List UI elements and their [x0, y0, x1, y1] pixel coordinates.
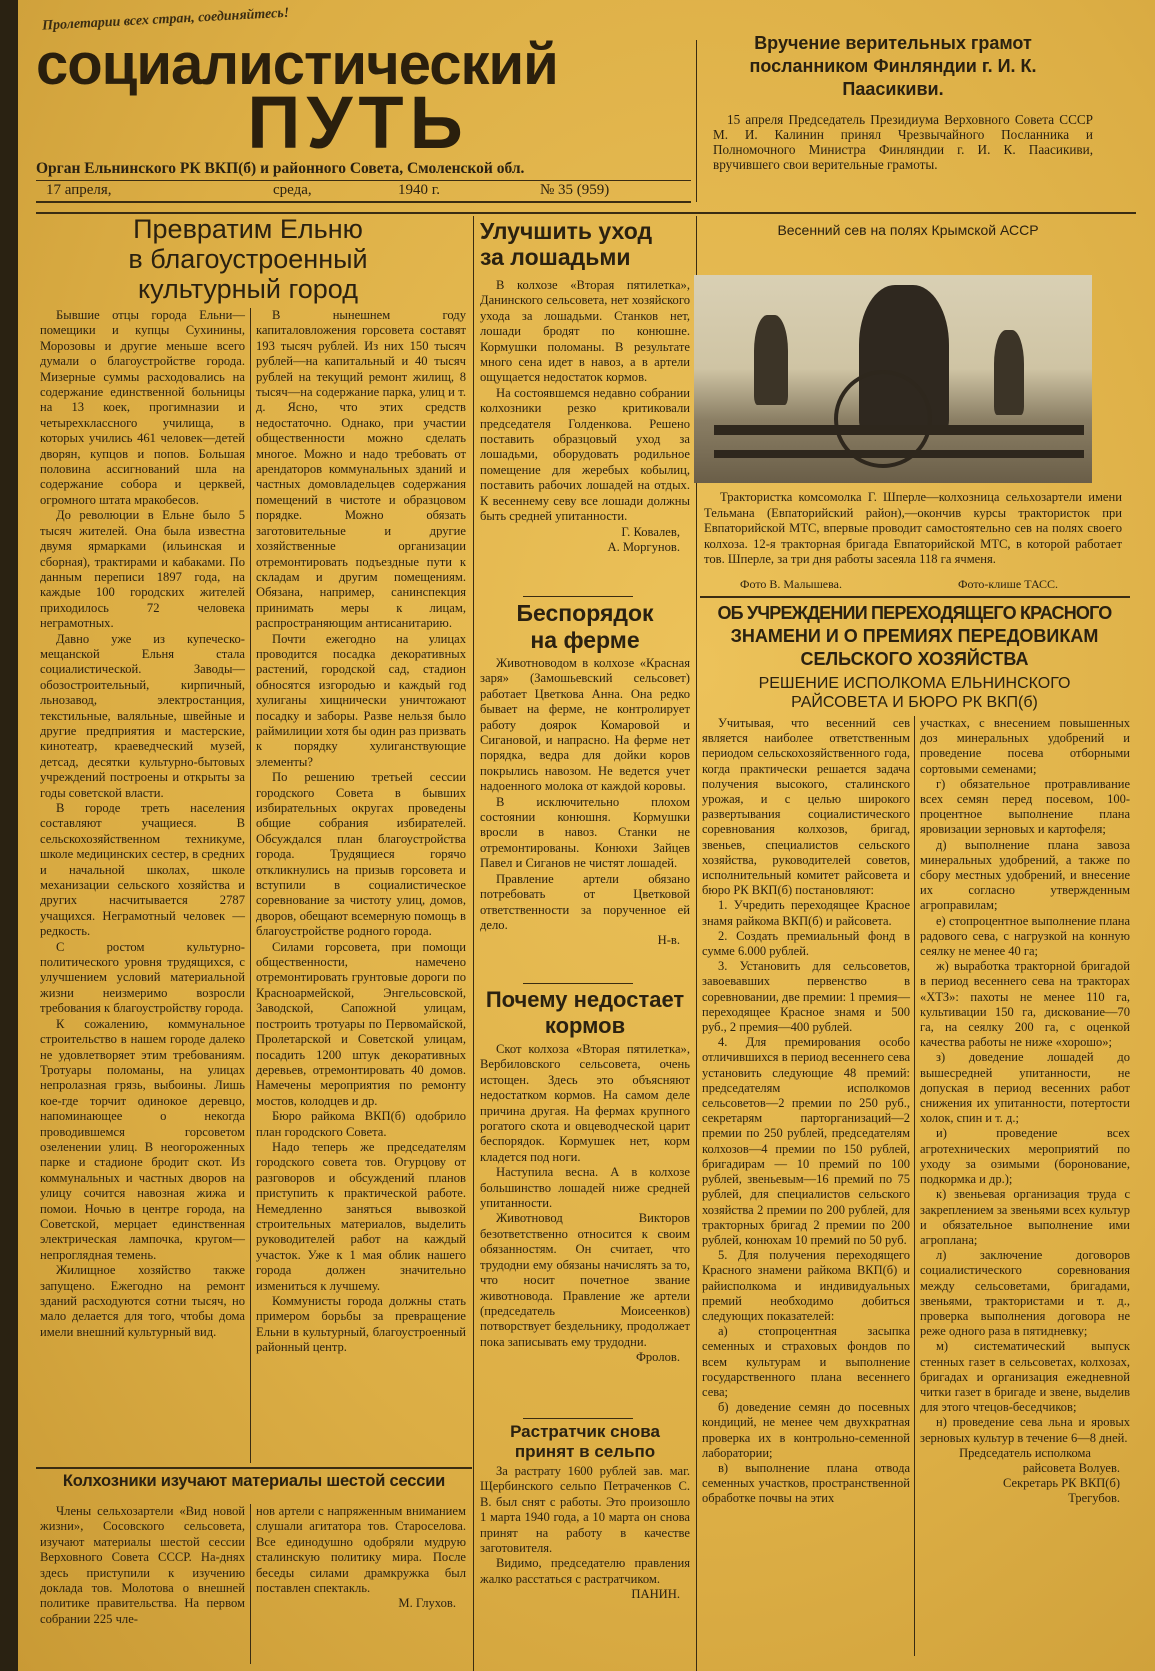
- title-line: Беспорядок: [516, 600, 654, 626]
- signature: Г. Ковалев,: [621, 524, 680, 539]
- subtitle-line: РЕШЕНИЕ ИСПОЛКОМА ЕЛЬНИНСКОГО: [758, 675, 1071, 692]
- city-article-col1: [40, 308, 245, 1340]
- title-line: ЗНАМЕНИ И О ПРЕМИЯХ ПЕРЕДОВИКАМ: [730, 626, 1099, 646]
- title-line: Растратчик снова: [510, 1422, 660, 1441]
- signature: Трегубов.: [1068, 1491, 1120, 1506]
- issue-number: № 35 (959): [540, 182, 610, 198]
- paragraph: С ростом культурно-политического уровня трудящихся, с улучшением условий материальной жизни неизмеримо возросли требования к благоустройству города.: [40, 939, 245, 1016]
- paragraph: в) выполнение плана отвода семенных участков, пространственной обработке почвы на этих: [702, 1460, 910, 1506]
- decree-title: [702, 602, 1127, 671]
- paragraph: Скот колхоза «Вторая пятилетка», Вербиловского сельсовета, очень истощен. Здесь это объясняют недостатком кормов. На самом деле причина другая. На фермах крупного рогатого скота и овцеводческой царит беспорядок. Кормушек нет, корм кладется под ноги.: [480, 1042, 690, 1164]
- paragraph: 5. Для получения переходящего Красного знамени райкома ВКП(б) и райисполкома и индивидуальных премий необходимо добиться следующих показателей:: [702, 1248, 910, 1323]
- paragraph: Наступила весна. А в колхозе большинство лошадей ниже средней упитанности.: [480, 1165, 690, 1211]
- paragraph: 2. Создать премиальный фонд в сумме 6.000 рублей.: [702, 928, 910, 959]
- subtitle-line: РАЙСОВЕТА И БЮРО РК ВКП(б): [791, 694, 1038, 711]
- paragraph: участках, с внесением повышенных доз минеральных удобрений и проведение посева отборными сортовыми семенами;: [920, 716, 1130, 776]
- paragraph: Бывшие отцы города Ельни—помещики и купцы Сухинины, Морозовы и другие меньше всего думали о благоустройстве города. Мизерные суммы расходовались на содержание единственной больницы на 13 коек, прогимназии и четырехклассного училища, в которых учились 461 человек—детей дворян, купцов и попов. Большая половина ассигнований шла на содержание собора и церквей, огромного штата мракобесов.: [40, 308, 245, 507]
- paragraph: и) проведение всех агротехнических мероприятий по уходу за озимыми (боронование, подкормка и др.);: [920, 1126, 1130, 1187]
- paragraph: г) обязательное протравливание всех семян перед посевом, 100-процентное выполнение плана яровизации зерновых и картофеля;: [920, 776, 1130, 837]
- decree-subtitle: [702, 674, 1127, 712]
- horses-article-title: [480, 218, 690, 270]
- embezzler-article-title: [480, 1422, 690, 1462]
- horses-article-body: [480, 278, 690, 555]
- session-article-col1: Члены сельхозартели «Вид новой жизни», Сосовского сельсовета, изучают материалы шестой сессии Верховного Совета СССР. На-днях здесь приступили к изучению доклада тов. Молотова о внешней политике правительства. На первом собрании 225 чле-: [40, 1504, 245, 1626]
- signature: райсовета Волуев.: [1022, 1460, 1120, 1475]
- title-line: на ферме: [530, 627, 640, 653]
- city-article-title: [63, 214, 433, 304]
- paragraph: е) стопроцентное выполнение плана радового сева, с нагрузкой на конную сеялку не менее 40 га;: [920, 913, 1130, 959]
- paragraph: По решению третьей сессии городского Совета в бывших избирательных округах проведены общие собрания избирателей. Обсуждался план благоустройства города. Трудящиеся горячо откликнулись на призыв горсовета и вступили в социалистическое соревнование за чистоту улиц, домов, дворов, обещают всемерную помощь в благоустройстве родного города.: [256, 770, 466, 939]
- paragraph: з) доведение лошадей до вышесредней упитанности, не допуская в период весенних работ снижения их упитанности, потертости холок, спин и т. д.;: [920, 1050, 1130, 1126]
- paragraph: к) звеньевая организация труда с закреплением за звеньями всех культур и обязательное выполнение ими агроплана;: [920, 1187, 1130, 1247]
- paragraph: Видимо, председателю правления жалко расстаться с растратчиком.: [480, 1556, 690, 1586]
- paragraph: нов артели с напряженным вниманием слушали агитатора тов. Староселова. Все единодушно одобряли мудрую сталинскую политику мира. После беседы силами драмкружка был поставлен спектакль.: [256, 1504, 466, 1596]
- fodder-article-title: [480, 987, 690, 1039]
- title-line: Превратим Ельню: [133, 214, 363, 244]
- paragraph: 1. Учредить переходящее Красное знамя райкома ВКП(б) и райсовета.: [702, 898, 910, 928]
- worker-figure: [754, 315, 788, 405]
- masthead-title-line2: ПУТЬ: [247, 81, 469, 164]
- signature: М. Глухов.: [398, 1596, 456, 1611]
- paragraph: Учитывая, что весенний сев является наиболее ответственным периодом сельскохозяйственного года, когда практически решается задача получения высокого, сталинского урожая, и с целью широкого развертывания социалистического соревнования колхозов, бригад, звеньев, специалистов сельского хозяйства, руководителей советов, исполнительный комитет райсовета и бюро РК ВКП(б) постановляют:: [702, 716, 910, 898]
- farm-article-title: [480, 600, 690, 654]
- paragraph: В колхозе «Вторая пятилетка», Данинского сельсовета, нет хозяйского ухода за лошадьми. Станков нет, лошади бродят по конюшне. Кормушки поломаны. В результате много сена идет в навоз, а в артели ощущается недостаток кормов.: [480, 278, 690, 385]
- paragraph: н) проведение сева льна и яровых зерновых культур в течение 6—8 дней.: [920, 1415, 1130, 1445]
- title-line: кормов: [544, 1013, 626, 1038]
- session-article-title: Колхозники изучают материалы шестой сессии: [62, 1472, 446, 1490]
- fodder-article-body: [480, 1042, 690, 1366]
- paragraph: д) выполнение плана завоза минеральных удобрений, а также по сбору местных удобрений, и внесение их согласно утвержденным агроправилам;: [920, 837, 1130, 913]
- photo-caption: Трактористка комсомолка Г. Шперле—колхозница сельхозартели имени Тельмана (Евпаторийский район),—окончив курсы трактористок при Евпаторийской МТС, впервые проводит самостоятельно сев на полях своего колхоза. 12-я тракторная бригада Евпаторийской МТС, в которой работает тов. Шперле, за три дня работы засеяла 118 га ячменя.: [704, 490, 1122, 566]
- paragraph: Коммунисты города должны стать примером борьбы за превращение Ельни в культурный, благоустроенный районный центр.: [256, 1294, 466, 1355]
- paragraph: Правление артели обязано потребовать от Цветковой ответственности за порученное ей дело.: [480, 871, 690, 932]
- paragraph: а) стопроцентная засыпка семенных и страховых фондов по всем культурам и выполнение государственного плана весеннего сева;: [702, 1324, 910, 1399]
- paragraph: Животновод Викторов безответственно относится к своим обязанностям. Он считает, что трудодни ему обязаны начислять за то, что носит почетное звание животновода. Правление же артели (председатель Моисеенков) потворствует бездельнику, продолжает пока записывать ему трудодни.: [480, 1211, 690, 1349]
- title-line: культурный город: [138, 274, 358, 304]
- paragraph: В городе треть населения составляют учащиеся. В сельскохозяйственном техникуме, школе медицинских сестер, в средних и начальной школах, школе механизации сельского хозяйства и других насчитывается 2787 учащихся. Неграмотный человек — редкость.: [40, 801, 245, 939]
- signature: А. Моргунов.: [607, 539, 680, 554]
- seeder-bar: [714, 450, 1084, 458]
- title-line: Улучшить уход: [480, 218, 653, 244]
- worker-figure: [994, 330, 1024, 415]
- credentials-body: 15 апреля Председатель Президиума Верховного Совета СССР М. И. Калинин принял Чрезвычайного Посланника и Полномочного Министра Финляндии г. И. К. Паасикиви, вручившего свои верительные грамоты.: [713, 112, 1093, 172]
- farm-article-body: [480, 656, 690, 949]
- paragraph: Бюро райкома ВКП(б) одобрило план городского Совета.: [256, 1109, 466, 1139]
- seeder-bar: [714, 425, 1084, 435]
- credentials-title: Вручение верительных грамот посланником Финляндии г. И. К. Паасикиви.: [749, 33, 1037, 99]
- paragraph: Силами горсовета, при помощи общественности, намечено отремонтировать грунтовые дороги по Красноармейской, Энгельсовской, Заводской, Сапожной улицам, построить тротуары по Первомайской, Пролетарской и Советской улицам, посадить 1200 штук декоративных деревьев, отремонтировать 40 домов. Намечены мероприятия по ремонту мостов, колодцев и др.: [256, 939, 466, 1108]
- paragraph: б) доведение семян до посевных кондиций, не менее чем двухкратная проверка их в контрольно-семенной лаборатории;: [702, 1400, 910, 1460]
- paragraph: 4. Для премирования особо отличившихся в период весеннего сева установить следующие 48 премий: председателям исполкомов сельсоветов—2 премии по 250 руб., секретарям парторганизаций—2 премии по 250 рублей, председателям колхозов—4 премии по 150 рублей, бригадирам — 10 премий по 100 рублей, звеньевым—16 премий по 75 рублей, для специалистов сельского хозяйства 2 премии по 200 рублей, для тракторных бригад 2 премии по 200 рублей, конюхам 10 премий по 50 руб.: [702, 1035, 910, 1247]
- paragraph: Давно уже из купеческо-мещанской Ельня стала социалистической. Заводы—обозостроительный, кирпичный, льнозавод, электростанция, текстильные, валяльные, швейные и другие предприятия и мастерские, кинотеатр, краеведческий музей, детсад, десятки культурно-бытовых учреждений построены и открыты за годы советской власти.: [40, 631, 245, 800]
- paragraph: 3. Установить для сельсоветов, завоевавших первенство в соревновании, две премии: 1 премия—переходящее Красное знамя и 500 руб., 2 премия—400 рублей.: [702, 959, 910, 1035]
- paragraph: Жилищное хозяйство также запущено. Ежегодно на ремонт зданий расходуются сотни тысяч, но мало делается для того, чтобы дома имели внешний культурный вид.: [40, 1263, 245, 1339]
- decree-col2: [920, 716, 1130, 1507]
- paragraph: м) систематический выпуск стенных газет в сельсоветах, колхозах, бригадах и организация ежедневной читки газет в бригаде и звене, выделив для этого чтецов-беседчиков;: [920, 1339, 1130, 1415]
- signature: Председатель исполкома: [959, 1445, 1091, 1460]
- signature: ПАНИН.: [631, 1587, 680, 1602]
- session-article-col2: [256, 1504, 466, 1612]
- issue-year: 1940 г.: [398, 182, 440, 198]
- newspaper-page: [18, 0, 1155, 1671]
- paragraph: За растрату 1600 рублей зав. маг. Щербинского сельпо Петраченков С. В. был снят с работы. Это произошло 1 марта 1940 года, а 10 марта он снова принят на работу в качестве заготовителя.: [480, 1464, 690, 1556]
- paragraph: В нынешнем году капиталовложения горсовета составят 193 тысяч рублей. Из них 150 тысяч рублей—на капитальный и 40 тысяч рублей на текущий ремонт жилищ, 8 тысяч—на содержание парка, улиц и т. д. Ясно, что этих средств недостаточно. Однако, при участии общественности можно сделать многое. Можно и надо требовать от арендаторов коммунальных зданий и частных домовладельцев содержания помещений в чистоте и образцовом порядке. Можно обязать заготовительные и другие хозяйственные организации отремонтировать подъездные пути к складам и другим помещениям. Обязана, например, санинспекция принимать меры к лицам, распространяющим антисанитарию.: [256, 308, 466, 631]
- paragraph: Надо теперь же председателям городского совета тов. Огурцову от разговоров и обсуждений планов приступить к практической работе. Немедленно заняться вывозкой строительных материалов, выделить руководителей работ на каждый участок. Уже к 1 мая облик нашего города должен значительно измениться к лучшему.: [256, 1139, 466, 1293]
- paragraph: Почти ежегодно на улицах проводится посадка декоративных растений, городской сад, стадион обносятся изгородью и каждый год хулиганы хищнически уничтожают посадку и заборы. Разве нельзя было раймилиции хотя бы один раз призвать к порядку хулиганствующие элементы?: [256, 631, 466, 769]
- signature: Секретарь РК ВКП(б): [1003, 1476, 1120, 1491]
- paragraph: На состоявшемся недавно собрании колхозники резко критиковали председателя Голденкова. Решено поставить образцовый уход за лошадьми, оборудовать родильное помещение для жеребых кобылиц, поставить рабочих лошадей на отдых. К весеннему севу все лошади должны быть средней упитанности.: [480, 385, 690, 524]
- paragraph: К сожалению, коммунальное строительство в нашем городе далеко не удовлетворяет этим требованиям. Тротуары поломаны, на улицах непролазная грязь, выбоины. Лишь кое-где торчит одинокое деревцо, напоминающее о некогда проводившемся горсоветом озеленении улиц. В неогороженных парке и стадионе бродит скот. Из коммунальных и частных дворов на улицу сочится навозная жижа и помои. Ночью в центре города, на Советской, мерцает единственная электрическая лампочка, кругом—непроглядная темень.: [40, 1016, 245, 1262]
- masthead-organ: Орган Ельнинского РК ВКП(б) и районного Совета, Смоленской обл.: [36, 160, 525, 177]
- title-line: ОБ УЧРЕЖДЕНИИ ПЕРЕХОДЯЩЕГО КРАСНОГО: [717, 603, 1112, 623]
- issue-weekday: среда,: [273, 182, 312, 198]
- title-line: принят в сельпо: [514, 1442, 656, 1461]
- photo-credit-left: Фото В. Малышева.: [740, 577, 842, 591]
- title-line: Почему недостает: [485, 987, 685, 1012]
- embezzler-article-body: [480, 1464, 690, 1603]
- tractor-photo: [694, 275, 1092, 483]
- signature: Н-в.: [657, 933, 680, 948]
- decree-col1: [702, 716, 910, 1507]
- photo-caption-top: Весенний сев на полях Крымской АССР: [777, 222, 1039, 238]
- issue-date: 17 апреля,: [46, 182, 112, 198]
- photo-credit-right: Фото-клише ТАСС.: [958, 577, 1059, 591]
- title-line: СЕЛЬСКОГО ХОЗЯЙСТВА: [800, 649, 1029, 669]
- paragraph: До революции в Ельне было 5 тысяч жителей. Она была известна двумя ярмарками (ильинская и сборная), трактирами и кабаками. По данным переписи 1897 года, на каждые 100 городских жителей приходилось 72 человека неграмотных.: [40, 508, 245, 631]
- signature: Фролов.: [635, 1350, 680, 1365]
- paragraph: ж) выработка тракторной бригадой в период весеннего сева на тракторах «ХТЗ»: пахоты не менее 110 га, культивации 150 га, дискование—70 га, на сеялку 200 га, с оценкой качества работы не ниже «хорошо»;: [920, 959, 1130, 1050]
- title-line: в благоустроенный: [128, 244, 368, 274]
- title-line: за лошадьми: [480, 244, 631, 270]
- city-article-col2: [256, 308, 466, 1356]
- paragraph: л) заключение договоров социалистического соревнования между сельсоветами, бригадами, звеньями, трактористами и т. д., проверка выполнения договора не реже одного раза в пятидневку;: [920, 1248, 1130, 1339]
- paragraph: Животноводом в колхозе «Красная заря» (Замошьевский сельсовет) работает Цветкова Анна. Она редко бывает на ферме, не контролирует работу доярок Комаровой и Сигановой, и напрасно. На ферме нет порядка, ведра для дойки коров покрылись навозом. Не ведется учет надоенного молока от каждой коровы.: [480, 656, 690, 794]
- masthead-title-line1: социалистический: [36, 32, 558, 97]
- paragraph: В исключительно плохом состоянии конюшня. Кормушки вросли в навоз. Станки не отремонтированы. Конюхи Зайцев Павел и Сиганов не чистят лошадей.: [480, 794, 690, 871]
- slogan: Пролетарии всех стран, соединяйтесь!: [41, 5, 290, 34]
